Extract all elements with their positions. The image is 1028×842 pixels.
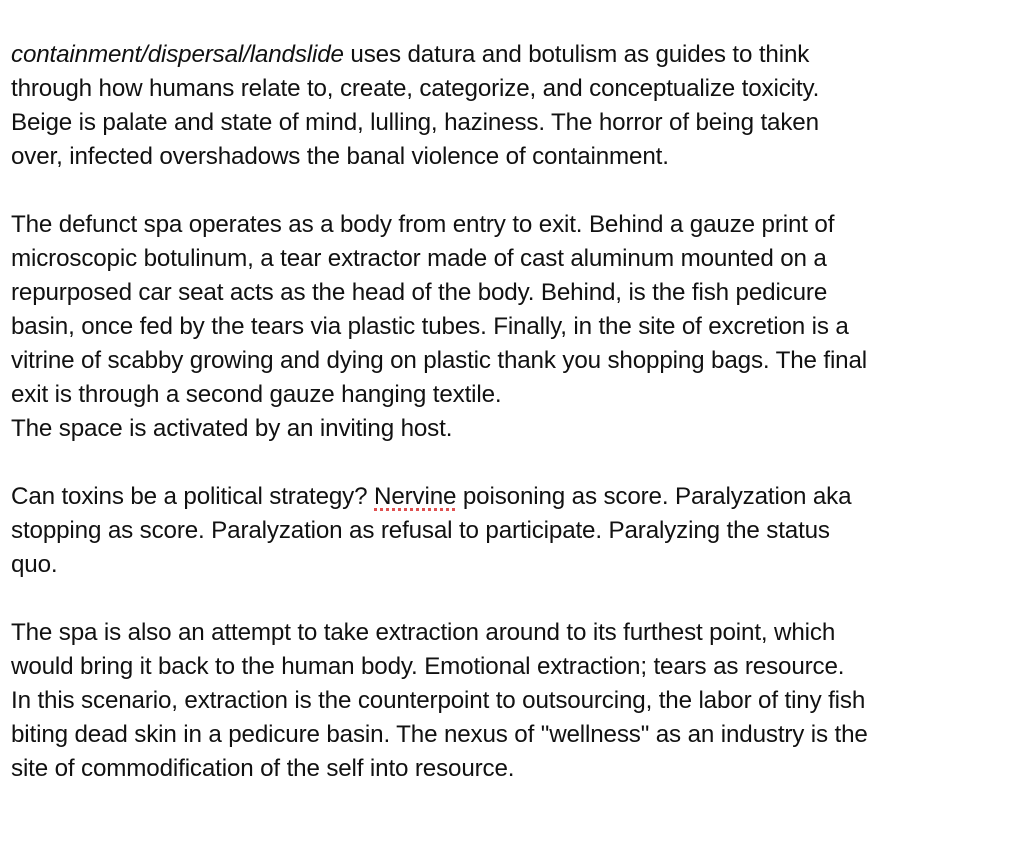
- spellcheck-flagged-word[interactable]: Nervine: [374, 483, 457, 510]
- paragraph-toxins: [11, 480, 1021, 582]
- paragraph-intro: [11, 38, 1021, 174]
- paragraph-spa-description: The defunct spa operates as a body from entry to exit. Behind a gauze print of microscopic botulinum, a tear extractor made of cast aluminum mounted on a repurposed car seat acts as the head of the body. Behind, is the fish pedicure basin, once fed by the tears via plastic tubes. Finally, in the site of excretion is a vitrine of scabby growing and dying on plastic thank you shopping bags. The final exit is through a second gauze hanging textile.: [11, 211, 868, 408]
- paragraph-intro-text: uses datura and botulism as guides to think through how humans relate to, create, categorize, and conceptualize toxicity. Beige is palate and state of mind, lulling, haziness. The horror of being taken over, infected overshadows the banal violence of containment.: [11, 41, 820, 170]
- paragraph-toxins-start: Can toxins be a political strategy?: [11, 483, 374, 510]
- paragraph-toxins-rest: poisoning as score. Paralyzation aka stopping as score. Paralyzation as refusal to participate. Paralyzing the status quo.: [11, 483, 852, 578]
- paragraph-spacer: [11, 174, 1021, 208]
- paragraph-host-line: The space is activated by an inviting host.: [11, 415, 453, 442]
- paragraph-spacer: [11, 446, 1021, 480]
- work-title: containment/dispersal/landslide: [11, 41, 344, 68]
- paragraph-spacer: [11, 582, 1021, 616]
- paragraph-extraction: The spa is also an attempt to take extraction around to its furthest point, which would bring it back to the human body. Emotional extraction; tears as resource. In this scenario, extraction is the counterpoint to outsourcing, the labor of tiny fish biting dead skin in a pedicure basin. The nexus of "wellness" as an industry is the site of commodification of the self into resource.: [11, 619, 868, 782]
- document-body[interactable]: [11, 38, 1021, 786]
